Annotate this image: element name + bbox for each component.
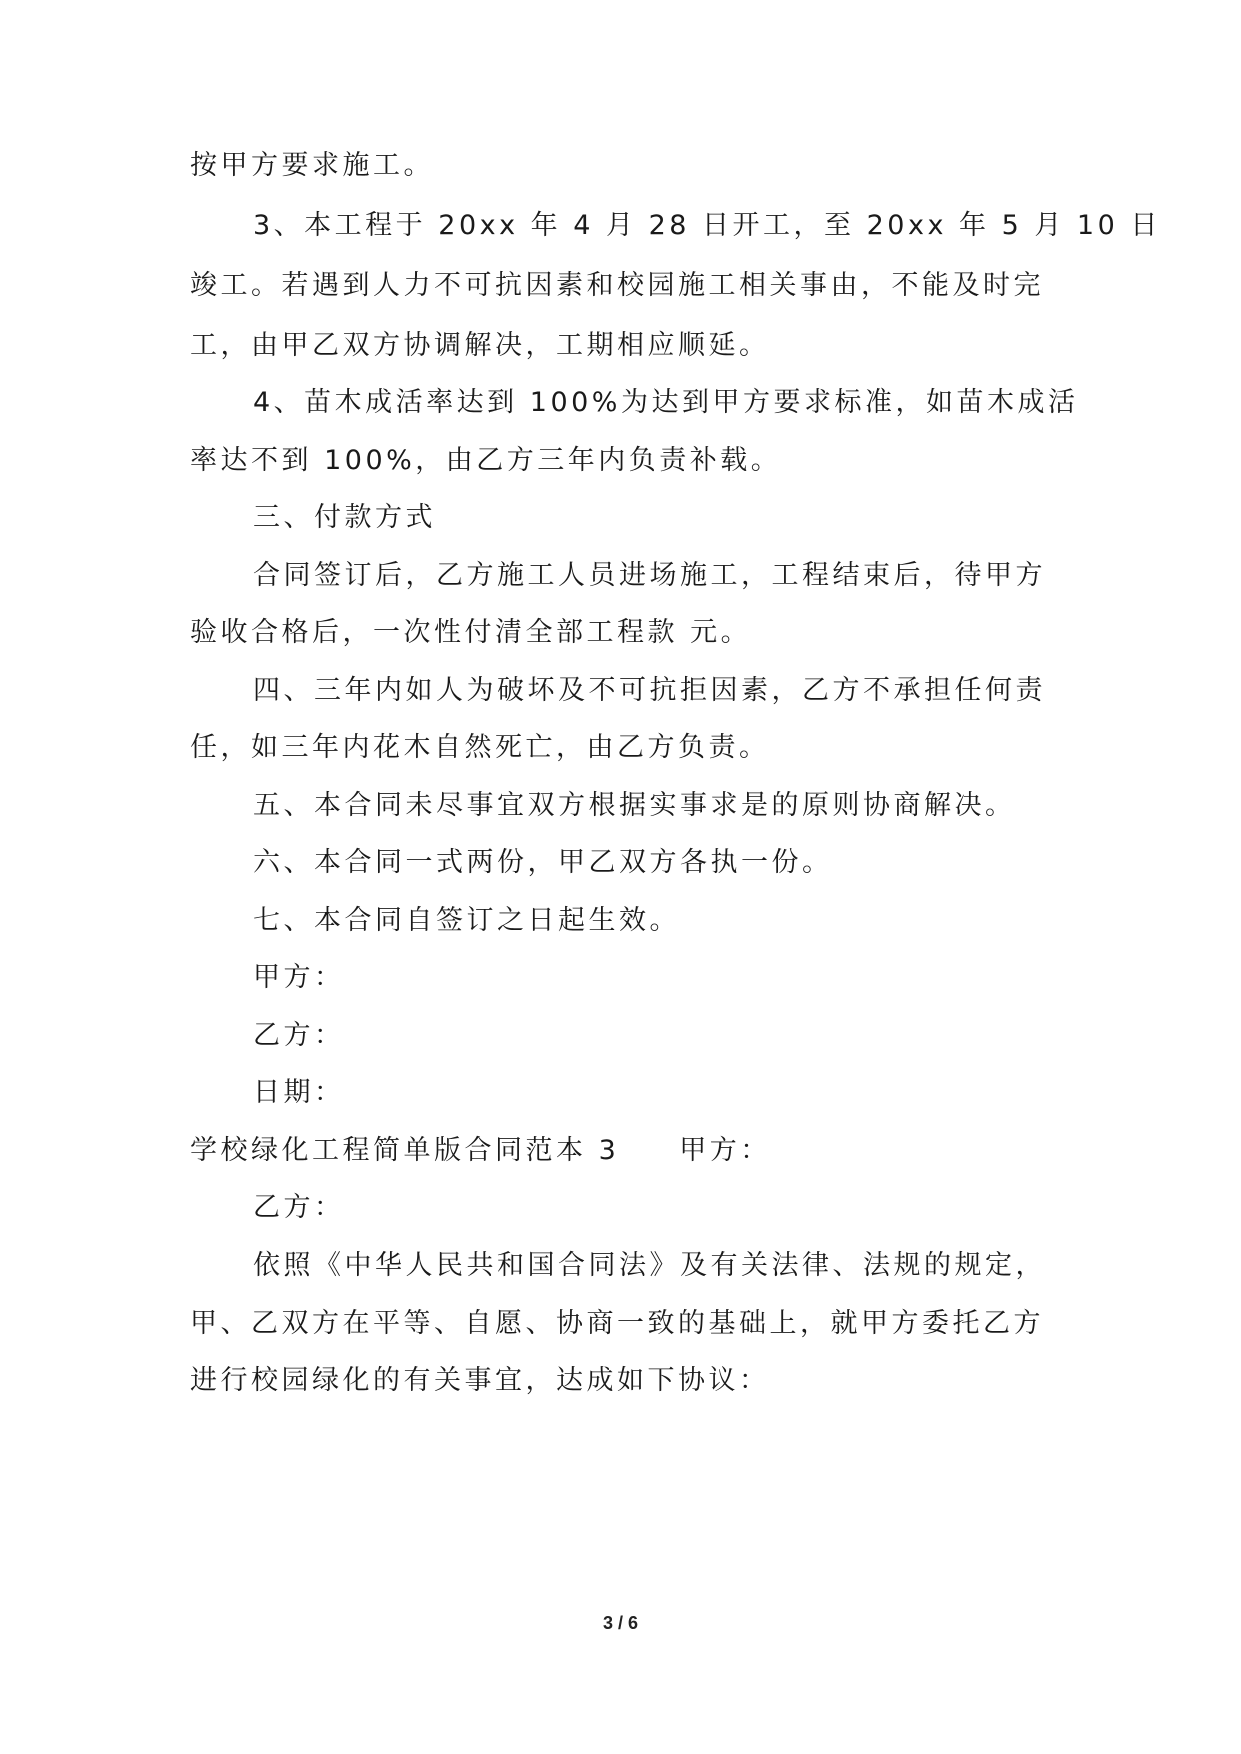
paragraph-line: 任，如三年内花木自然死亡，由乙方负责。 (190, 732, 770, 763)
contract-heading-line (190, 1131, 771, 1171)
paragraph-line: 六、本合同一式两份，甲乙双方各执一份。 (253, 847, 833, 878)
paragraph-line: 五、本合同未尽事宜双方根据实事求是的原则协商解决。 (253, 790, 1016, 821)
signature-date: 日期： (253, 1077, 345, 1108)
paragraph-line: 四、三年内如人为破坏及不可抗拒因素，乙方不承担任何责 (253, 675, 1046, 706)
contract-title: 学校绿化工程简单版合同范本 3 (190, 1135, 620, 1166)
contract-party-a-label: 甲方： (679, 1135, 771, 1166)
signature-party-a: 甲方： (253, 962, 345, 993)
paragraph-line: 合同签订后，乙方施工人员进场施工，工程结束后，待甲方 (253, 560, 1046, 591)
paragraph-line: 竣工。若遇到人力不可抗因素和校园施工相关事由，不能及时完 (190, 270, 1044, 301)
page-number: 3 / 6 (602, 1613, 639, 1633)
contract-party-b-label: 乙方： (253, 1192, 345, 1223)
paragraph-line: 率达不到 100%，由乙方三年内负责补载。 (190, 445, 782, 476)
paragraph-line: 工，由甲乙双方协调解决，工期相应顺延。 (190, 330, 770, 361)
paragraph-line: 甲、乙双方在平等、自愿、协商一致的基础上，就甲方委托乙方 (190, 1308, 1044, 1339)
paragraph-line: 按甲方要求施工。 (190, 150, 434, 181)
signature-party-b: 乙方： (253, 1020, 345, 1051)
paragraph-line: 进行校园绿化的有关事宜，达成如下协议： (190, 1365, 770, 1396)
section-heading: 三、付款方式 (253, 502, 436, 533)
paragraph-line: 依照《中华人民共和国合同法》及有关法律、法规的规定， (253, 1250, 1046, 1281)
paragraph-line: 3、本工程于 20xx 年 4 月 28 日开工，至 20xx 年 5 月 10 日 (253, 210, 1161, 241)
paragraph-line: 七、本合同自签订之日起生效。 (253, 905, 680, 936)
paragraph-line: 4、苗木成活率达到 100%为达到甲方要求标准，如苗木成活 (253, 387, 1079, 418)
paragraph-line: 验收合格后，一次性付清全部工程款 元。 (190, 617, 752, 648)
